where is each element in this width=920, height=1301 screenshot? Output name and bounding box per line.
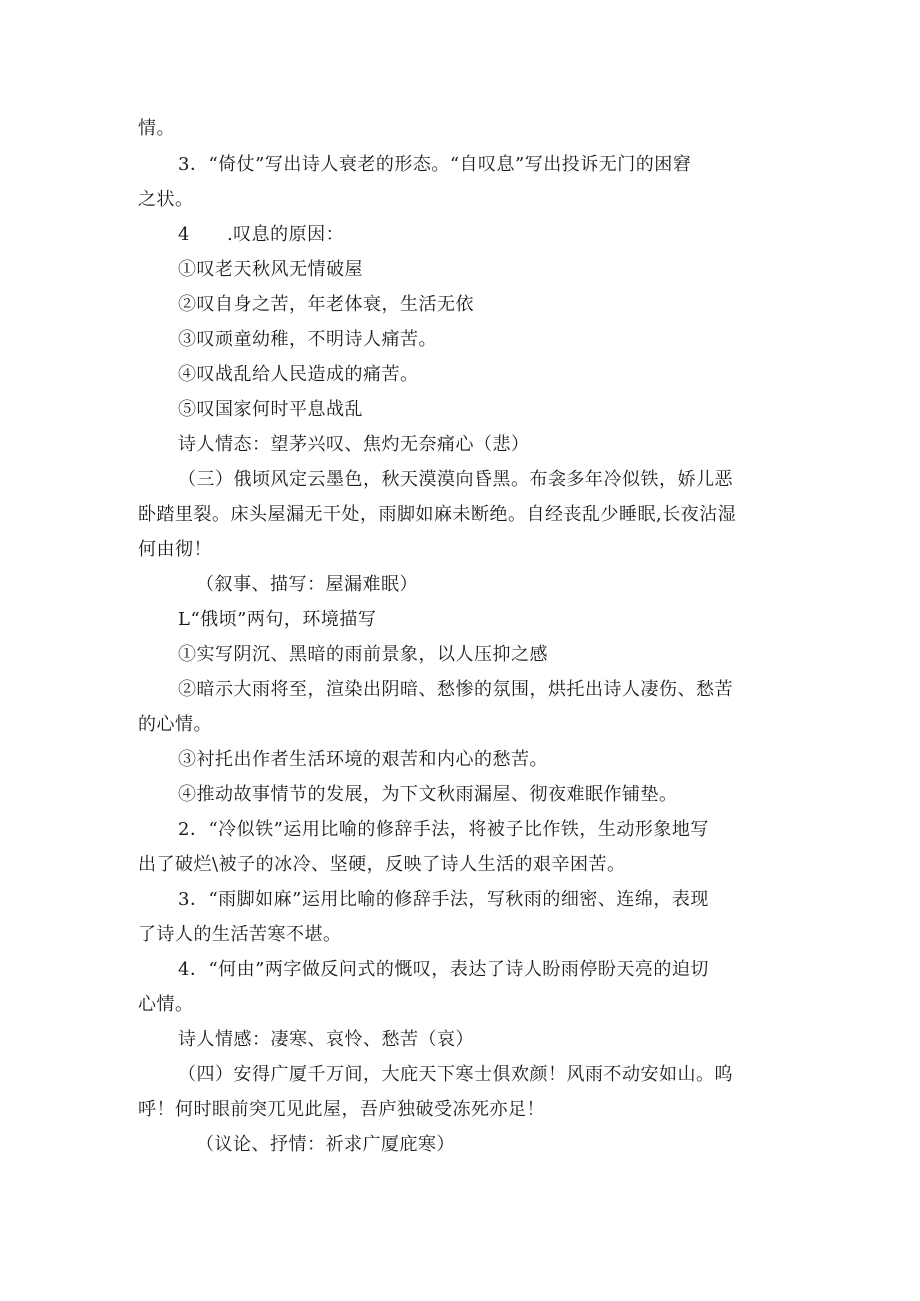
text-line: 诗人情态：望茅兴叹、焦灼无奈痛心（悲） bbox=[178, 434, 530, 455]
text-line: ①实写阴沉、黑暗的雨前景象，以人压抑之感 bbox=[178, 644, 548, 665]
text-line: 的心情。 bbox=[138, 714, 212, 735]
text-line: ③叹顽童幼稚，不明诗人痛苦。 bbox=[178, 329, 437, 350]
text-line: 何由彻！ bbox=[138, 539, 212, 560]
text-line: ②叹自身之苦，年老体衰，生活无依 bbox=[178, 294, 474, 315]
text-line: 4．“何由”两字做反问式的慨叹，表达了诗人盼雨停盼天亮的迫切 bbox=[178, 959, 709, 980]
text-line: ④推动故事情节的发展，为下文秋雨漏屋、彻夜难眠作铺垫。 bbox=[178, 784, 678, 805]
text-line: 3．“倚仗”写出诗人衰老的形态。“自叹息”写出投诉无门的困窘 bbox=[178, 154, 692, 175]
text-line: （三）俄顷风定云墨色，秋天漠漠向昏黑。布衾多年冷似铁，娇儿恶 bbox=[178, 469, 733, 490]
text-line: 了诗人的生活苦寒不堪。 bbox=[138, 924, 342, 945]
text-line: ②暗示大雨将至，渲染出阴暗、愁惨的氛围，烘托出诗人凄伤、愁苦 bbox=[178, 679, 733, 700]
text-line: （议论、抒情：祈求广厦庇寒） bbox=[196, 1134, 455, 1155]
text-line: 诗人情感：凄寒、哀怜、愁苦（哀） bbox=[178, 1029, 474, 1050]
text-line: （四）安得广厦千万间，大庇天下寒士俱欢颜！风雨不动安如山。呜 bbox=[178, 1064, 733, 1085]
text-line: 之状。 bbox=[138, 189, 194, 210]
text-line: 呼！何时眼前突兀见此屋，吾庐独破受冻死亦足！ bbox=[138, 1099, 545, 1120]
text-line: （叙事、描写：屋漏难眠） bbox=[196, 574, 418, 595]
text-line: ④叹战乱给人民造成的痛苦。 bbox=[178, 364, 419, 385]
text-line: 4 .叹息的原因： bbox=[178, 224, 345, 245]
text-line: ③衬托出作者生活环境的艰苦和内心的愁苦。 bbox=[178, 749, 548, 770]
text-line: L“俄顷”两句，环境描写 bbox=[178, 609, 377, 630]
text-line: 情。 bbox=[138, 118, 175, 139]
text-line: 心情。 bbox=[138, 994, 194, 1015]
text-line: 2．“冷似铁”运用比喻的修辞手法，将被子比作铁，生动形象地写 bbox=[178, 819, 709, 840]
text-line: 出了破烂\被子的冰冷、坚硬，反映了诗人生活的艰辛困苦。 bbox=[138, 854, 626, 875]
text-line: 3．“雨脚如麻”运用比喻的修辞手法，写秋雨的细密、连绵，表现 bbox=[178, 889, 709, 910]
text-line: ①叹老天秋风无情破屋 bbox=[178, 259, 363, 280]
text-line: 卧踏里裂。床头屋漏无干处，雨脚如麻未断绝。自经丧乱少睡眠,长夜沾湿 bbox=[138, 504, 737, 525]
text-line: ⑤叹国家何时平息战乱 bbox=[178, 399, 363, 420]
